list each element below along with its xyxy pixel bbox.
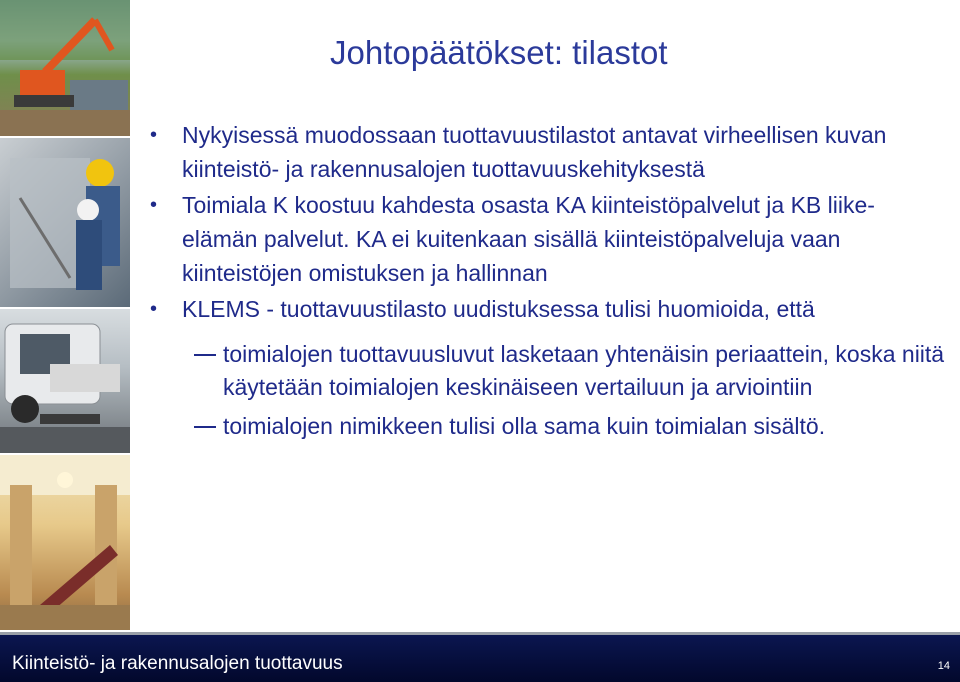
bullet-item: [150, 118, 950, 186]
bullet-text: Toimiala K koostuu kahdesta osasta KA kiinteistöpalvelut ja KB liike-elämän palvelut. KA ei kuitenkaan sisällä kiinteistöpalveluja vaan kiinteistöjen omistuksen ja hallinnan: [182, 192, 875, 286]
sub-bullet-item: [150, 410, 950, 443]
footer-bar: [0, 632, 960, 682]
dash-icon: [194, 354, 216, 356]
photo-strip: [0, 0, 130, 632]
bullet-dot-icon: •: [150, 194, 158, 216]
sub-bullet-text: toimialojen nimikkeen tulisi olla sama kuin toimialan sisältö.: [223, 413, 826, 439]
bullet-dot-icon: •: [150, 298, 158, 320]
excavator-photo: [0, 0, 130, 138]
dash-icon: [194, 426, 216, 428]
bullet-dot-icon: •: [150, 124, 158, 146]
footer-text: Kiinteistö- ja rakennusalojen tuottavuus: [12, 653, 343, 674]
excavator-illustration: [0, 0, 130, 137]
bullet-item: [150, 188, 950, 290]
sub-bullet-item: [150, 338, 950, 404]
street-sweeper-photo: [0, 309, 130, 455]
workers-illustration: [0, 138, 130, 308]
bullet-text: KLEMS - tuottavuustilasto uudistuksessa tulisi huomioida, että: [182, 296, 815, 322]
page-number: 14: [937, 660, 950, 672]
bullet-item: [150, 292, 950, 326]
construction-workers-photo: [0, 138, 130, 309]
bullet-text: Nykyisessä muodossaan tuottavuustilastot antavat virheellisen kuvan kiinteistö- ja rakennusalojen tuottavuuskehityksestä: [182, 122, 887, 182]
slide-content: [150, 118, 950, 443]
sweeper-illustration: [0, 309, 130, 454]
slide-title: Johtopäätökset: tilastot: [330, 34, 668, 71]
stairwell-illustration: [0, 455, 130, 631]
sub-bullet-text: toimialojen tuottavuusluvut lasketaan yhtenäisin periaattein, koska niitä käytetään toimialojen keskinäiseen vertailuun ja arviointiin: [223, 341, 945, 400]
stairwell-interior-photo: [0, 455, 130, 632]
